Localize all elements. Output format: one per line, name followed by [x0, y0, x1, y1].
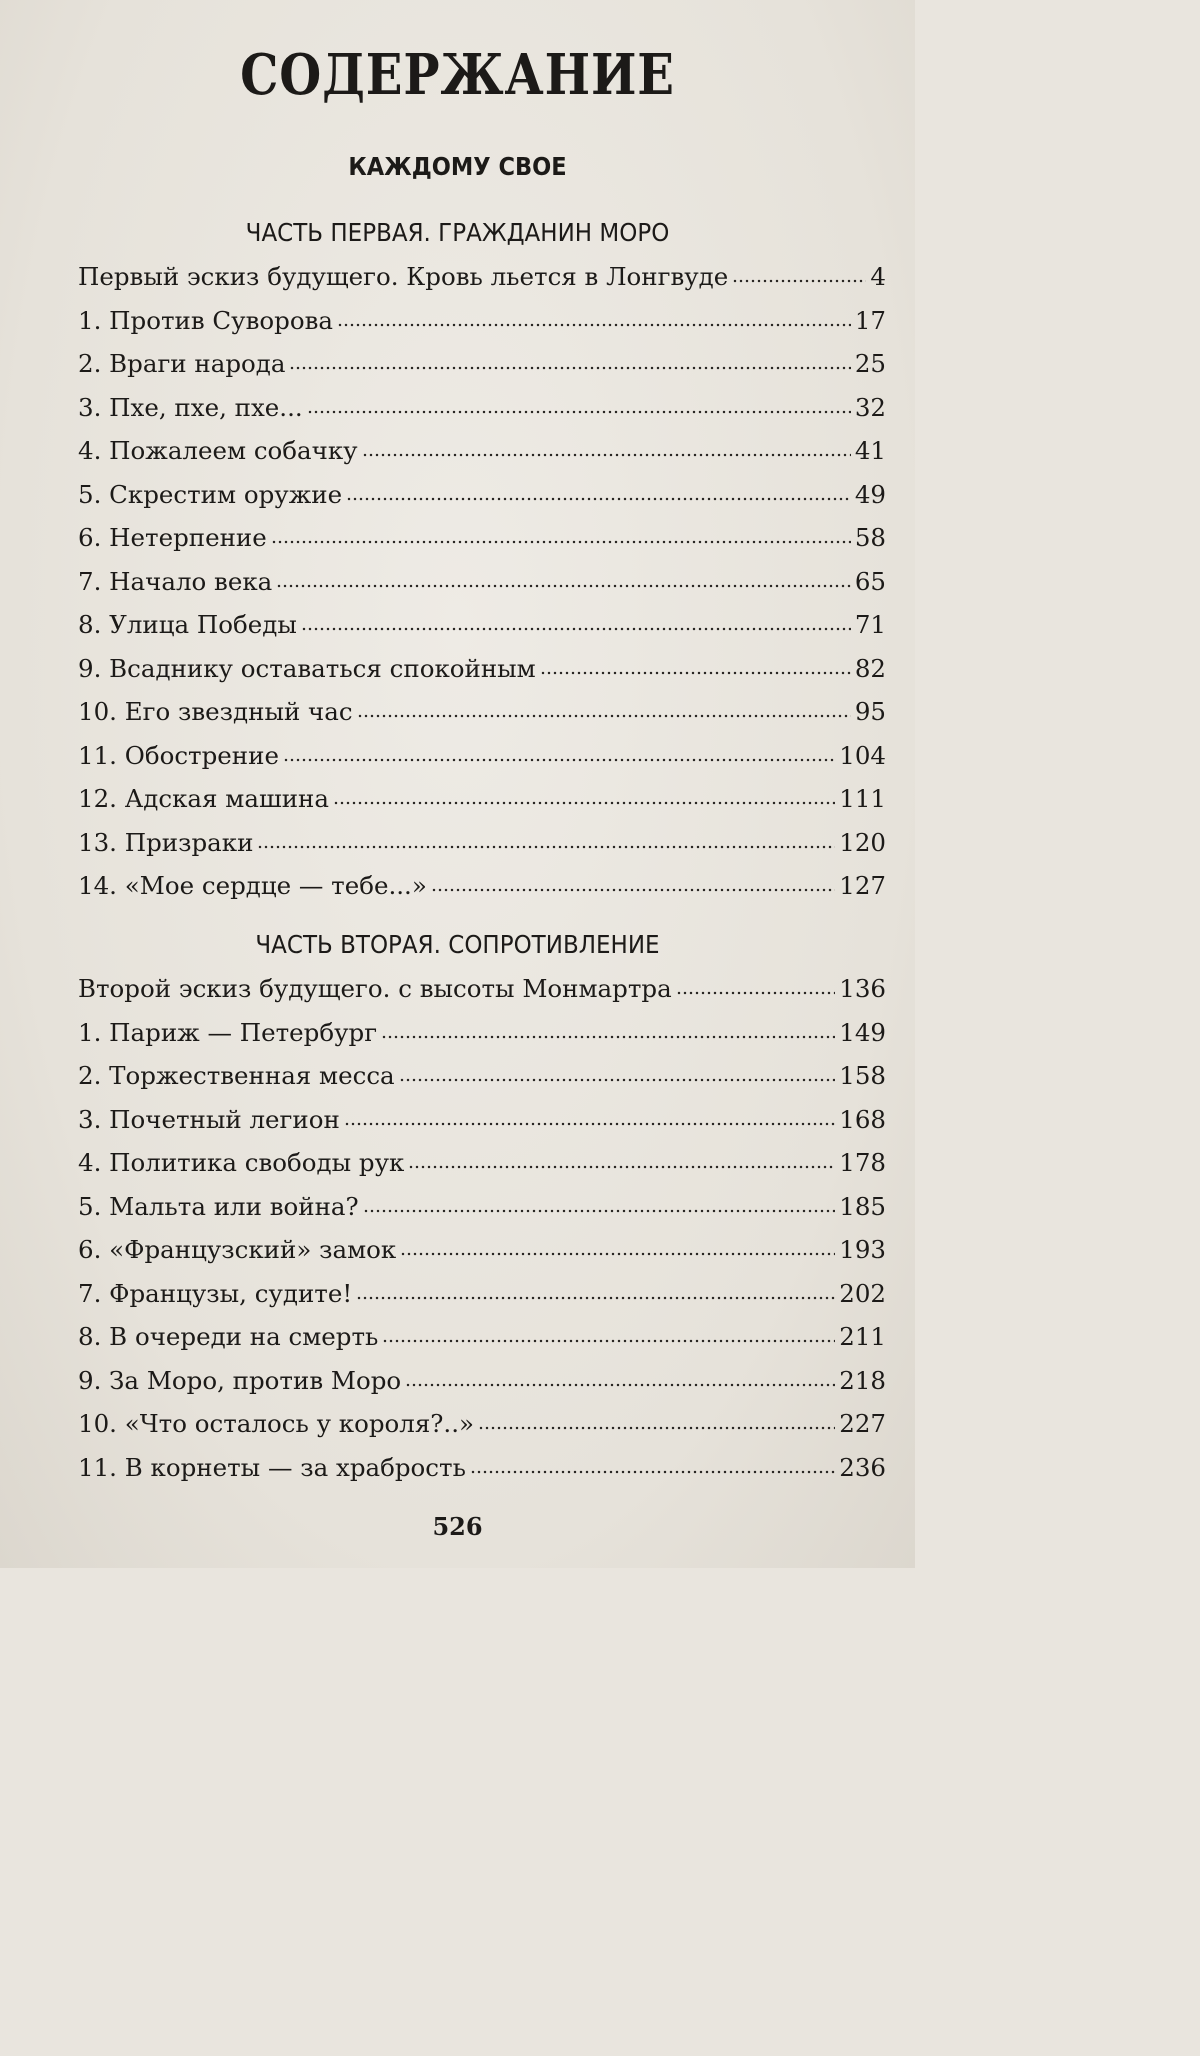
- toc-entry: [78, 567, 886, 611]
- toc-entry: [78, 871, 886, 915]
- toc-entry-page: 193: [839, 1235, 886, 1264]
- toc-entry-label: 8. Улица Победы: [78, 610, 297, 639]
- toc-entry: [78, 741, 886, 785]
- dot-leader: [346, 496, 851, 502]
- toc-entry: [78, 393, 886, 437]
- dot-leader: [381, 1034, 835, 1040]
- toc-entry: [78, 1279, 886, 1323]
- dot-leader: [257, 844, 835, 850]
- dot-leader: [362, 452, 851, 458]
- toc-entry: [78, 1105, 886, 1149]
- toc-entry: [78, 1018, 886, 1062]
- toc-entry-page: 25: [854, 349, 886, 378]
- toc-entry-page: 211: [839, 1322, 886, 1351]
- toc-entry: [78, 697, 886, 741]
- toc-entry-page: 185: [839, 1191, 886, 1221]
- toc-entry-label: 7. Начало века: [78, 566, 273, 596]
- toc-entry-page: 65: [854, 566, 886, 596]
- toc-entry-page: 95: [854, 697, 886, 726]
- toc-entry-page: 236: [839, 1452, 886, 1482]
- toc-entry-label: 4. Пожалеем собачку: [78, 436, 358, 465]
- dot-leader: [363, 1208, 836, 1214]
- toc-entry-page: 4: [870, 262, 886, 291]
- toc-entry: [78, 306, 886, 350]
- toc-entry: [78, 1409, 886, 1453]
- dot-leader: [344, 1121, 835, 1127]
- toc-entry-page: 32: [854, 392, 886, 422]
- toc-entry: [78, 784, 886, 828]
- toc-entry: [78, 1192, 886, 1236]
- toc-entry: [78, 828, 886, 872]
- part-one-toc: [78, 262, 886, 915]
- toc-entry: [78, 654, 886, 698]
- toc-entry: [78, 974, 886, 1018]
- contents-heading: СОДЕРЖАНИЕ: [240, 42, 675, 108]
- dot-leader: [333, 800, 835, 806]
- dot-leader: [676, 990, 836, 996]
- dot-leader: [431, 887, 835, 893]
- toc-entry-label: 6. «Французский» замок: [78, 1235, 397, 1264]
- toc-entry-label: 1. Париж — Петербург: [78, 1017, 378, 1047]
- toc-entry-page: 17: [854, 305, 886, 335]
- dot-leader: [357, 713, 851, 719]
- toc-entry-page: 149: [839, 1017, 886, 1047]
- toc-entry-page: 104: [839, 740, 886, 770]
- toc-entry-label: 10. Его звездный час: [78, 697, 353, 726]
- toc-entry-label: 9. Всаднику оставаться спокойным: [78, 653, 536, 683]
- dot-leader: [356, 1295, 835, 1301]
- dot-leader: [478, 1425, 835, 1431]
- toc-entry-label: 13. Призраки: [78, 827, 254, 857]
- toc-entry: [78, 1061, 886, 1105]
- toc-entry-page: 202: [839, 1278, 886, 1308]
- toc-entry-label: 3. Пхе, пхе, пхе...: [78, 392, 303, 422]
- toc-entry-label: 5. Скрестим оружие: [78, 479, 343, 509]
- toc-entry-page: 158: [839, 1061, 886, 1090]
- toc-entry-label: Второй эскиз будущего. с высоты Монмартра: [78, 974, 672, 1003]
- toc-entry: [78, 349, 886, 393]
- page-number: 526: [432, 1512, 483, 1541]
- dot-leader: [307, 409, 851, 415]
- toc-entry-page: 227: [839, 1409, 886, 1438]
- toc-entry-page: 82: [854, 653, 886, 683]
- dot-leader: [540, 670, 851, 676]
- toc-entry: [78, 1453, 886, 1497]
- dot-leader: [301, 626, 851, 632]
- toc-entry-label: 14. «Мое сердце — тебе...»: [78, 871, 427, 900]
- toc-entry: [78, 1235, 886, 1279]
- dot-leader: [276, 583, 851, 589]
- toc-entry-label: 1. Против Суворова: [78, 305, 333, 335]
- toc-entry: [78, 1322, 886, 1366]
- toc-entry-label: 11. В корнеты — за храбрость: [78, 1452, 466, 1482]
- toc-entry: [78, 480, 886, 524]
- dot-leader: [732, 278, 866, 284]
- toc-entry-label: 2. Торжественная месса: [78, 1061, 395, 1090]
- toc-entry: [78, 1366, 886, 1410]
- toc-entry-label: 12. Адская машина: [78, 784, 329, 813]
- toc-entry-page: 178: [839, 1148, 886, 1177]
- toc-entry-page: 71: [854, 610, 886, 639]
- toc-entry-label: 2. Враги народа: [78, 349, 286, 378]
- toc-entry-label: 8. В очереди на смерть: [78, 1322, 379, 1351]
- toc-entry: [78, 610, 886, 654]
- toc-entry-page: 49: [854, 479, 886, 509]
- toc-entry-label: 10. «Что осталось у короля?..»: [78, 1409, 474, 1438]
- toc-entry-label: 4. Политика свободы рук: [78, 1148, 405, 1177]
- dot-leader: [289, 365, 850, 371]
- toc-entry-page: 218: [839, 1365, 886, 1395]
- toc-entry: [78, 436, 886, 480]
- toc-entry-label: 6. Нетерпение: [78, 523, 267, 552]
- dot-leader: [470, 1469, 835, 1475]
- dot-leader: [408, 1164, 835, 1170]
- dot-leader: [337, 322, 851, 328]
- toc-entry-label: Первый эскиз будущего. Кровь льется в Лонгвуде: [78, 262, 729, 291]
- toc-entry-page: 136: [839, 974, 886, 1003]
- toc-entry: [78, 262, 886, 306]
- part-one-title: ЧАСТЬ ПЕРВАЯ. ГРАЖДАНИН МОРО: [245, 218, 670, 247]
- dot-leader: [283, 757, 835, 763]
- toc-entry-page: 120: [839, 827, 886, 857]
- dot-leader: [382, 1338, 835, 1344]
- part-two-toc: [78, 974, 886, 1496]
- dot-leader: [399, 1077, 836, 1083]
- toc-entry-page: 111: [839, 784, 886, 813]
- toc-entry-page: 58: [854, 523, 886, 552]
- dot-leader: [405, 1382, 835, 1388]
- toc-entry-label: 5. Мальта или война?: [78, 1191, 359, 1221]
- toc-entry-page: 41: [854, 436, 886, 465]
- toc-entry-page: 168: [839, 1104, 886, 1134]
- toc-entry-label: 7. Французы, судите!: [78, 1278, 353, 1308]
- toc-entry-page: 127: [839, 871, 886, 900]
- toc-entry-label: 9. За Моро, против Моро: [78, 1365, 402, 1395]
- dot-leader: [271, 539, 851, 545]
- toc-entry: [78, 523, 886, 567]
- toc-entry: [78, 1148, 886, 1192]
- toc-entry-label: 11. Обострение: [78, 740, 279, 770]
- book-title: КАЖДОМУ СВОЕ: [348, 152, 567, 181]
- part-two-title: ЧАСТЬ ВТОРАЯ. СОПРОТИВЛЕНИЕ: [255, 930, 660, 959]
- dot-leader: [400, 1251, 835, 1257]
- toc-entry-label: 3. Почетный легион: [78, 1104, 340, 1134]
